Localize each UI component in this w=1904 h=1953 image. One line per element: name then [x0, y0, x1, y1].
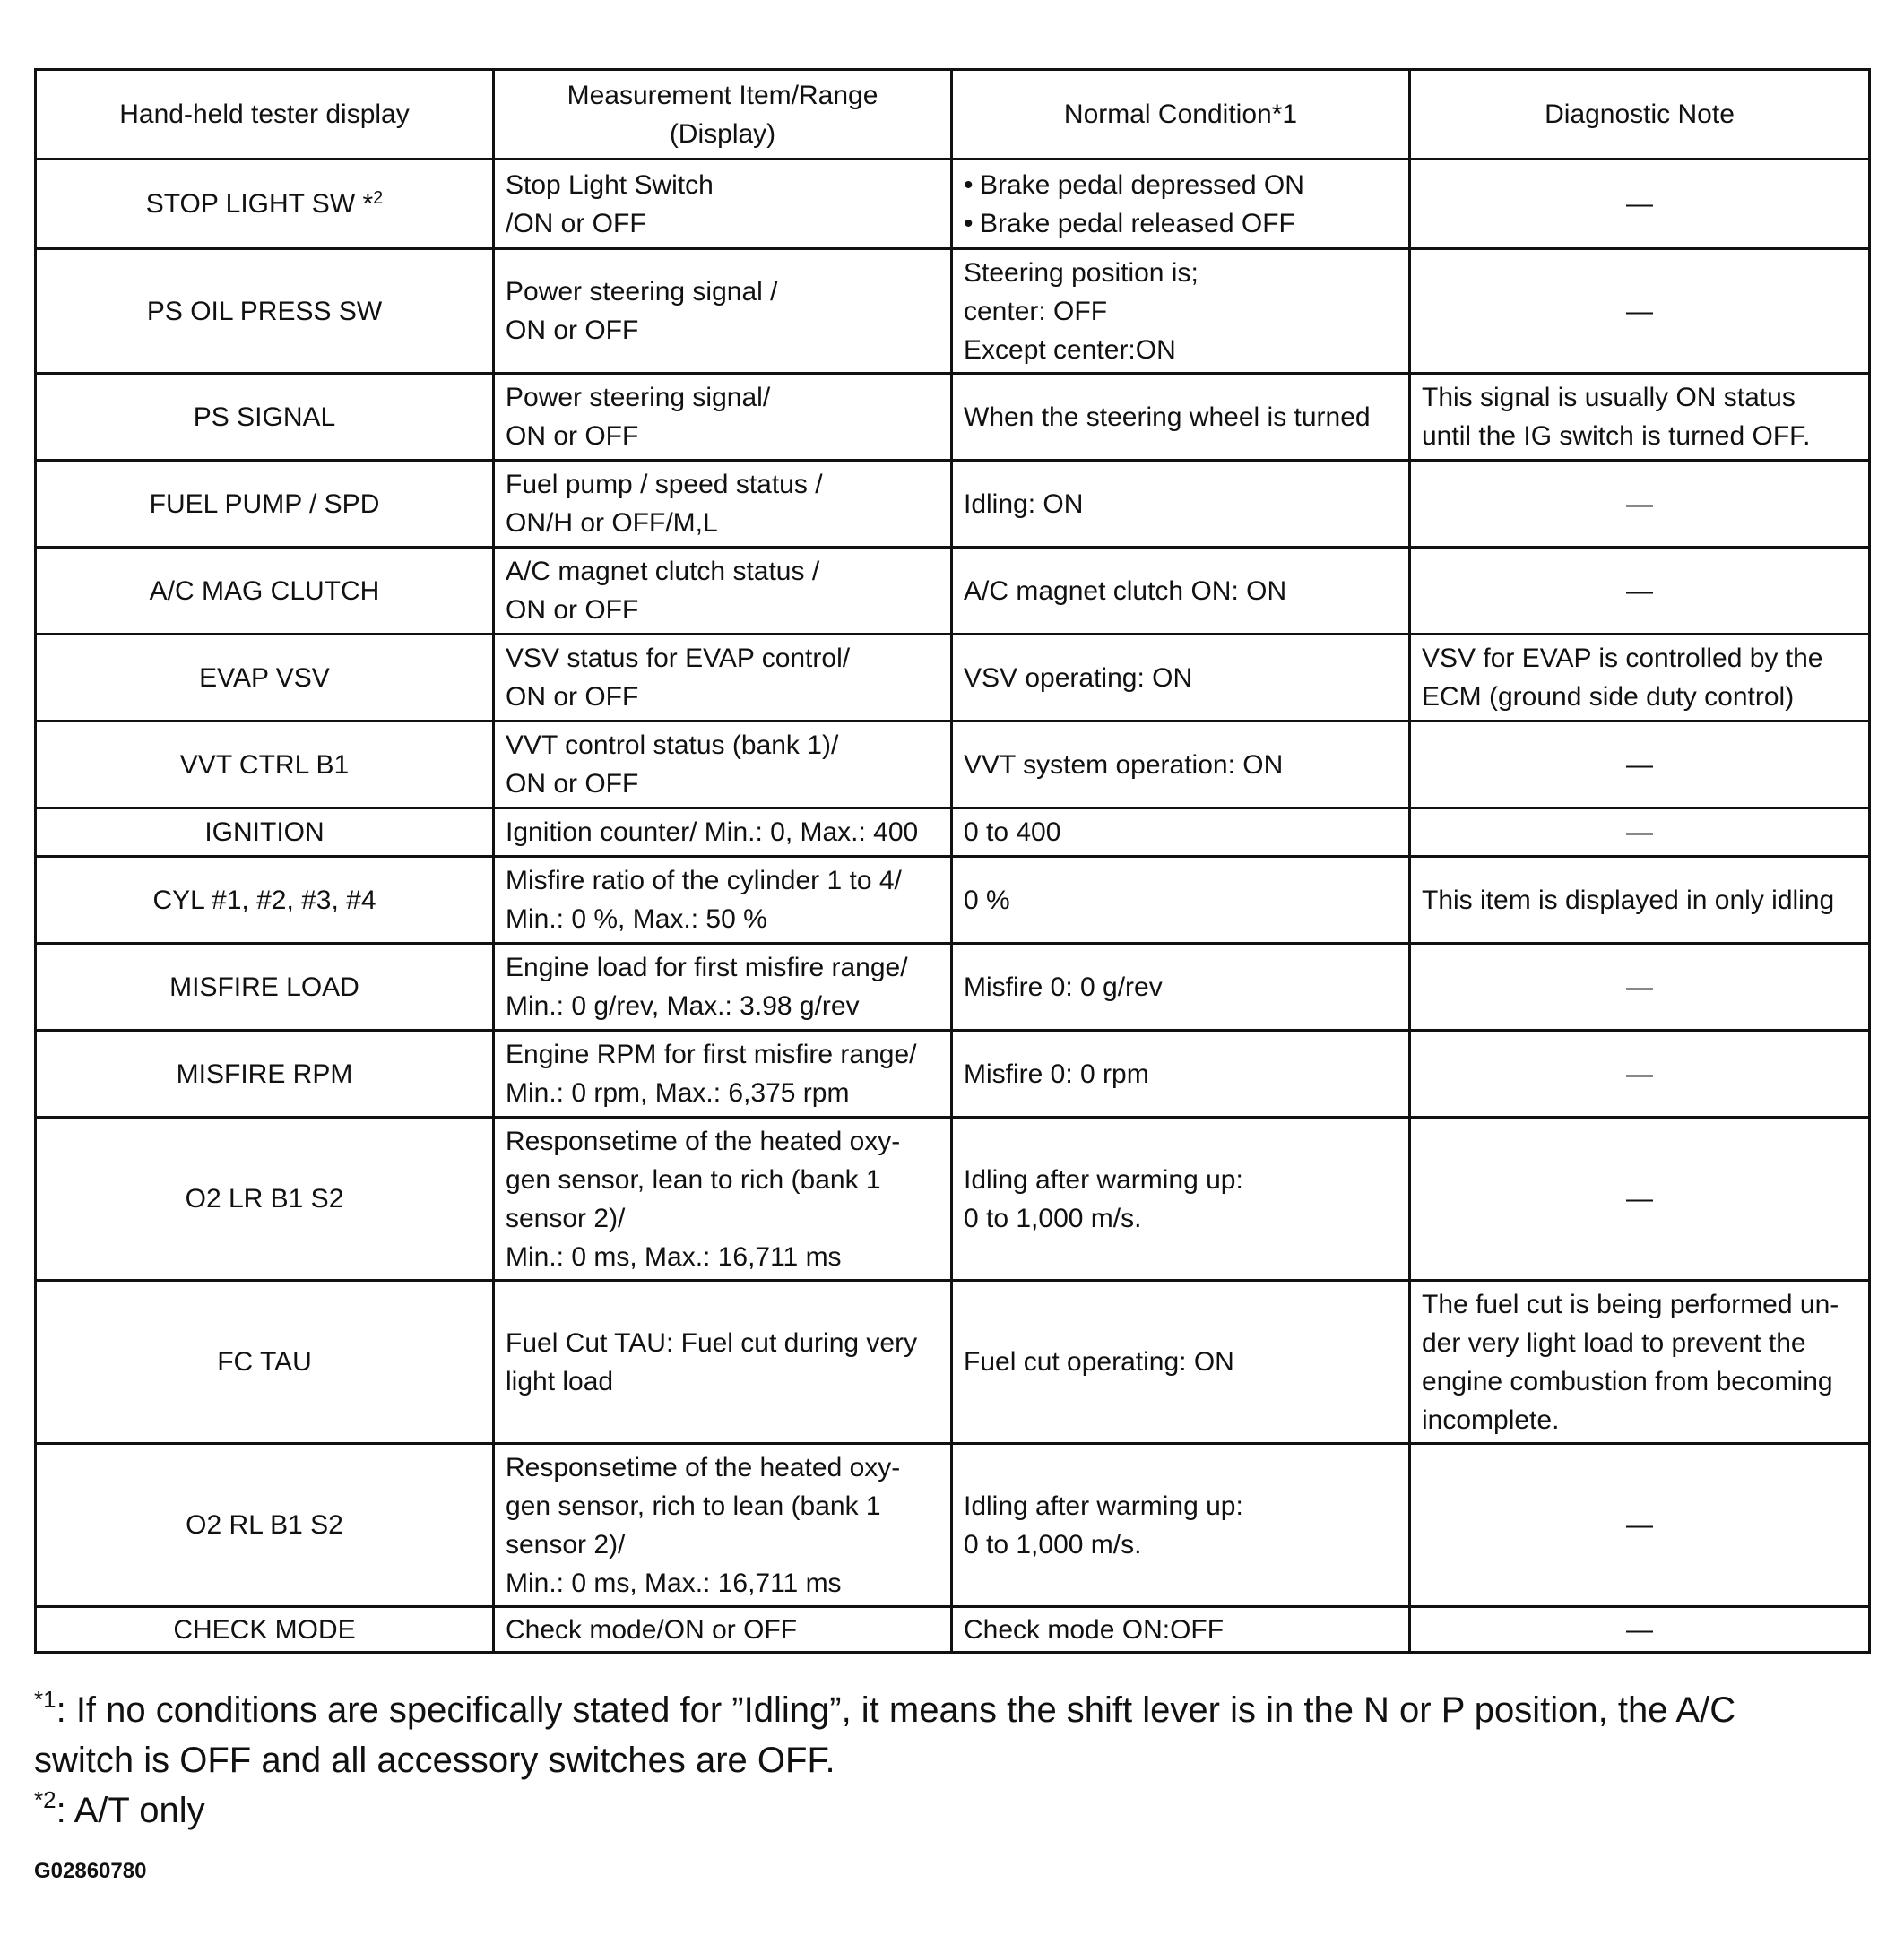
cell-normal-condition	[952, 374, 1410, 461]
measurement-line: Min.: 0 ms, Max.: 16,711 ms	[506, 1241, 842, 1272]
cell-diagnostic-note	[1410, 944, 1870, 1031]
cell-measurement-item	[494, 249, 952, 374]
table-row	[36, 635, 1870, 722]
empty-note-dash: —	[1626, 189, 1653, 219]
tester-display-name: PS SIGNAL	[193, 402, 336, 432]
table-row	[36, 1118, 1870, 1281]
cell-diagnostic-note	[1410, 249, 1870, 374]
header-line: Hand-held tester display	[119, 99, 410, 129]
tester-display-name: PS OIL PRESS SW	[146, 296, 383, 326]
cell-tester-display	[36, 374, 494, 461]
diagnostic-note-line: engine combustion from becoming	[1422, 1366, 1833, 1396]
diagnostic-note-line: VSV for EVAP is controlled by the	[1422, 644, 1823, 673]
measurement-line: A/C magnet clutch status /	[506, 557, 820, 586]
footnote-mark	[34, 1686, 56, 1713]
footnote-line	[34, 1785, 1881, 1836]
empty-note-dash: —	[1626, 1184, 1653, 1214]
cell-tester-display	[36, 1607, 494, 1653]
normal-condition-bullet-item	[964, 204, 1398, 243]
empty-note-dash: —	[1626, 1614, 1653, 1645]
cell-normal-condition	[952, 857, 1410, 944]
measurement-line: Min.: 0 g/rev, Max.: 3.98 g/rev	[506, 991, 860, 1021]
table-body	[36, 160, 1870, 1653]
measurement-line: Min.: 0 ms, Max.: 16,711 ms	[506, 1568, 842, 1598]
measurement-line: Power steering signal /	[506, 277, 778, 307]
cell-measurement-item	[494, 635, 952, 722]
tester-display-name: O2 LR B1 S2	[185, 1184, 344, 1214]
cell-normal-condition	[952, 548, 1410, 635]
normal-condition-line: 0 to 1,000 m/s.	[964, 1203, 1142, 1233]
cell-normal-condition	[952, 635, 1410, 722]
measurement-line: gen sensor, lean to rich (bank 1	[506, 1164, 881, 1195]
header-line: (Display)	[669, 118, 776, 149]
normal-condition-line: VVT system operation: ON	[964, 749, 1284, 780]
cell-diagnostic-note	[1410, 1281, 1870, 1444]
measurement-line: Responsetime of the heated oxy-	[506, 1452, 901, 1482]
cell-tester-display	[36, 1118, 494, 1281]
table-row	[36, 1444, 1870, 1607]
measurement-line: Fuel pump / speed status /	[506, 470, 823, 499]
cell-measurement-item	[494, 374, 952, 461]
header-line: Measurement Item/Range	[567, 80, 878, 110]
tester-display-name: VVT CTRL B1	[179, 749, 350, 780]
diagnostic-note-line: This item is displayed in only idling	[1422, 885, 1835, 915]
header-measurement-item	[494, 70, 952, 160]
diagnostic-note-line: ECM (ground side duty control)	[1422, 682, 1795, 712]
cell-tester-display	[36, 1031, 494, 1118]
measurement-line: Misfire ratio of the cylinder 1 to 4/	[506, 866, 902, 895]
normal-condition-line: 0 to 400	[964, 817, 1061, 847]
cell-measurement-item	[494, 1281, 952, 1444]
measurement-line: Responsetime of the heated oxy-	[506, 1126, 901, 1156]
cell-tester-display	[36, 722, 494, 808]
cell-diagnostic-note	[1410, 160, 1870, 249]
empty-note-dash: —	[1626, 1510, 1653, 1540]
cell-normal-condition	[952, 944, 1410, 1031]
cell-diagnostic-note	[1410, 857, 1870, 944]
footnotes	[34, 1685, 1881, 1836]
measurement-line: Check mode/ON or OFF	[506, 1614, 798, 1645]
footnote-mark-prefix: *	[34, 1686, 44, 1713]
cell-measurement-item	[494, 548, 952, 635]
footnote-mark-number: 2	[43, 1786, 56, 1813]
cell-normal-condition	[952, 808, 1410, 857]
footnote-text: switch is OFF and all accessory switches are OFF.	[34, 1741, 835, 1780]
cell-measurement-item	[494, 857, 952, 944]
cell-measurement-item	[494, 722, 952, 808]
measurement-line: ON/H or OFF/M,L	[506, 508, 718, 538]
measurement-line: light load	[506, 1366, 614, 1396]
cell-tester-display	[36, 461, 494, 548]
empty-note-dash: —	[1626, 488, 1653, 519]
normal-condition-line: Misfire 0: 0 g/rev	[964, 972, 1163, 1002]
table-row	[36, 374, 1870, 461]
cell-normal-condition	[952, 1607, 1410, 1653]
figure-id: G02860780	[34, 1859, 147, 1883]
table-row	[36, 1281, 1870, 1444]
normal-condition-line: Brake pedal depressed ON	[980, 169, 1304, 200]
measurement-line: ON or OFF	[506, 315, 639, 345]
footnote-marker: 2	[373, 188, 384, 208]
header-normal-condition	[952, 70, 1410, 160]
cell-tester-display	[36, 160, 494, 249]
header-line: Normal Condition*1	[1063, 99, 1298, 129]
cell-measurement-item	[494, 1118, 952, 1281]
empty-note-dash: —	[1626, 296, 1653, 326]
cell-normal-condition	[952, 722, 1410, 808]
diagnostic-note-line: The fuel cut is being performed un-	[1422, 1289, 1839, 1319]
cell-tester-display	[36, 857, 494, 944]
measurement-line: VSV status for EVAP control/	[506, 644, 851, 673]
measurement-line: ON or OFF	[506, 769, 639, 799]
measurement-line: Ignition counter/ Min.: 0, Max.: 400	[506, 817, 919, 847]
empty-note-dash: —	[1626, 817, 1653, 847]
cell-tester-display	[36, 808, 494, 857]
normal-condition-line: Idling after warming up:	[964, 1164, 1243, 1195]
cell-diagnostic-note	[1410, 374, 1870, 461]
footnote-mark	[34, 1786, 56, 1813]
cell-normal-condition	[952, 160, 1410, 249]
normal-condition-line: center: OFF	[964, 296, 1108, 326]
measurement-line: Engine load for first misfire range/	[506, 953, 908, 982]
table-row	[36, 461, 1870, 548]
tester-display-name: MISFIRE RPM	[176, 1059, 353, 1089]
diagnostic-note-line: der very light load to prevent the	[1422, 1327, 1806, 1358]
tester-display-name: MISFIRE LOAD	[169, 972, 359, 1002]
normal-condition-line: Except center:ON	[964, 334, 1176, 365]
tester-display-name: FUEL PUMP / SPD	[149, 488, 380, 519]
bullet-icon: •	[964, 169, 974, 200]
cell-tester-display	[36, 1444, 494, 1607]
cell-diagnostic-note	[1410, 722, 1870, 808]
cell-normal-condition	[952, 1118, 1410, 1281]
table-row	[36, 857, 1870, 944]
diagnostic-note-line: until the IG switch is turned OFF.	[1422, 421, 1811, 451]
tester-display-name: CYL #1, #2, #3, #4	[152, 885, 376, 915]
normal-condition-line: VSV operating: ON	[964, 662, 1193, 693]
table-row	[36, 1607, 1870, 1653]
cell-tester-display	[36, 548, 494, 635]
tester-display-name: EVAP VSV	[199, 662, 330, 693]
cell-normal-condition	[952, 1281, 1410, 1444]
cell-measurement-item	[494, 1444, 952, 1607]
measurement-line: Engine RPM for first misfire range/	[506, 1040, 917, 1069]
normal-condition-line: Idling: ON	[964, 488, 1084, 519]
cell-tester-display	[36, 635, 494, 722]
footnote-mark-prefix: *	[34, 1786, 44, 1813]
normal-condition-line: Check mode ON:OFF	[964, 1614, 1225, 1645]
header-tester-display	[36, 70, 494, 160]
tester-display-name: FC TAU	[217, 1347, 312, 1377]
table-row	[36, 249, 1870, 374]
measurement-line: Power steering signal/	[506, 383, 771, 412]
empty-note-dash: —	[1626, 1059, 1653, 1089]
cell-measurement-item	[494, 808, 952, 857]
cell-measurement-item	[494, 160, 952, 249]
footnote-mark-number: 1	[43, 1686, 56, 1713]
header-diagnostic-note	[1410, 70, 1870, 160]
footnote-line	[34, 1685, 1881, 1735]
cell-diagnostic-note	[1410, 1444, 1870, 1607]
diagnostic-note-line: incomplete.	[1422, 1404, 1560, 1435]
tester-display-name: CHECK MODE	[173, 1614, 356, 1645]
cell-measurement-item	[494, 1607, 952, 1653]
table-row	[36, 722, 1870, 808]
measurement-line: VVT control status (bank 1)/	[506, 730, 839, 760]
table-row	[36, 1031, 1870, 1118]
cell-tester-display	[36, 1281, 494, 1444]
table-row	[36, 808, 1870, 857]
cell-diagnostic-note	[1410, 548, 1870, 635]
cell-diagnostic-note	[1410, 808, 1870, 857]
cell-tester-display	[36, 944, 494, 1031]
cell-diagnostic-note	[1410, 635, 1870, 722]
header-line: Diagnostic Note	[1545, 99, 1735, 129]
table-row	[36, 944, 1870, 1031]
normal-condition-line: Idling after warming up:	[964, 1491, 1243, 1521]
empty-note-dash: —	[1626, 749, 1653, 780]
cell-normal-condition	[952, 461, 1410, 548]
footnote-text: : A/T only	[56, 1791, 205, 1830]
cell-diagnostic-note	[1410, 461, 1870, 548]
footnote-text: : If no conditions are specifically stated for ”Idling”, it means the shift lever is in the N or P position, the A/C	[56, 1690, 1736, 1730]
measurement-line: Stop Light Switch	[506, 169, 714, 200]
normal-condition-line: 0 %	[964, 885, 1010, 915]
tester-display-name: A/C MAG CLUTCH	[149, 575, 380, 606]
normal-condition-line: Fuel cut operating: ON	[964, 1347, 1234, 1377]
measurement-line: ON or OFF	[506, 682, 639, 712]
normal-condition-line: Brake pedal released OFF	[980, 208, 1295, 238]
normal-condition-line: 0 to 1,000 m/s.	[964, 1529, 1142, 1560]
cell-measurement-item	[494, 1031, 952, 1118]
footnote-line	[34, 1735, 1881, 1785]
cell-diagnostic-note	[1410, 1607, 1870, 1653]
diagnostic-note-line: This signal is usually ON status	[1422, 383, 1796, 412]
measurement-line: /ON or OFF	[506, 208, 646, 238]
cell-tester-display	[36, 249, 494, 374]
normal-condition-line: When the steering wheel is turned	[964, 402, 1371, 432]
cell-normal-condition	[952, 1031, 1410, 1118]
measurement-line: ON or OFF	[506, 421, 639, 451]
cell-normal-condition	[952, 1444, 1410, 1607]
normal-condition-line: A/C magnet clutch ON: ON	[964, 575, 1287, 606]
table-row	[36, 548, 1870, 635]
cell-measurement-item	[494, 461, 952, 548]
normal-condition-bullet-item	[964, 166, 1398, 204]
measurement-line: Min.: 0 %, Max.: 50 %	[506, 904, 767, 934]
bullet-icon: •	[964, 208, 974, 238]
cell-measurement-item	[494, 944, 952, 1031]
tester-display-name: O2 RL B1 S2	[186, 1510, 343, 1540]
cell-normal-condition	[952, 249, 1410, 374]
measurement-line: gen sensor, rich to lean (bank 1	[506, 1491, 881, 1521]
cell-diagnostic-note	[1410, 1031, 1870, 1118]
empty-note-dash: —	[1626, 972, 1653, 1002]
measurement-line: sensor 2)/	[506, 1529, 626, 1560]
tester-display-name: IGNITION	[204, 817, 325, 847]
normal-condition-line: Misfire 0: 0 rpm	[964, 1059, 1149, 1089]
table-row	[36, 160, 1870, 249]
normal-condition-line: Steering position is;	[964, 257, 1199, 288]
measurement-line: Fuel Cut TAU: Fuel cut during very	[506, 1327, 918, 1358]
data-list-table	[34, 68, 1871, 1654]
measurement-line: Min.: 0 rpm, Max.: 6,375 rpm	[506, 1078, 850, 1108]
empty-note-dash: —	[1626, 575, 1653, 606]
measurement-line: sensor 2)/	[506, 1203, 626, 1233]
cell-diagnostic-note	[1410, 1118, 1870, 1281]
measurement-line: ON or OFF	[506, 595, 639, 625]
table-header-row	[36, 70, 1870, 160]
tester-display-name: STOP LIGHT SW *	[145, 189, 374, 219]
